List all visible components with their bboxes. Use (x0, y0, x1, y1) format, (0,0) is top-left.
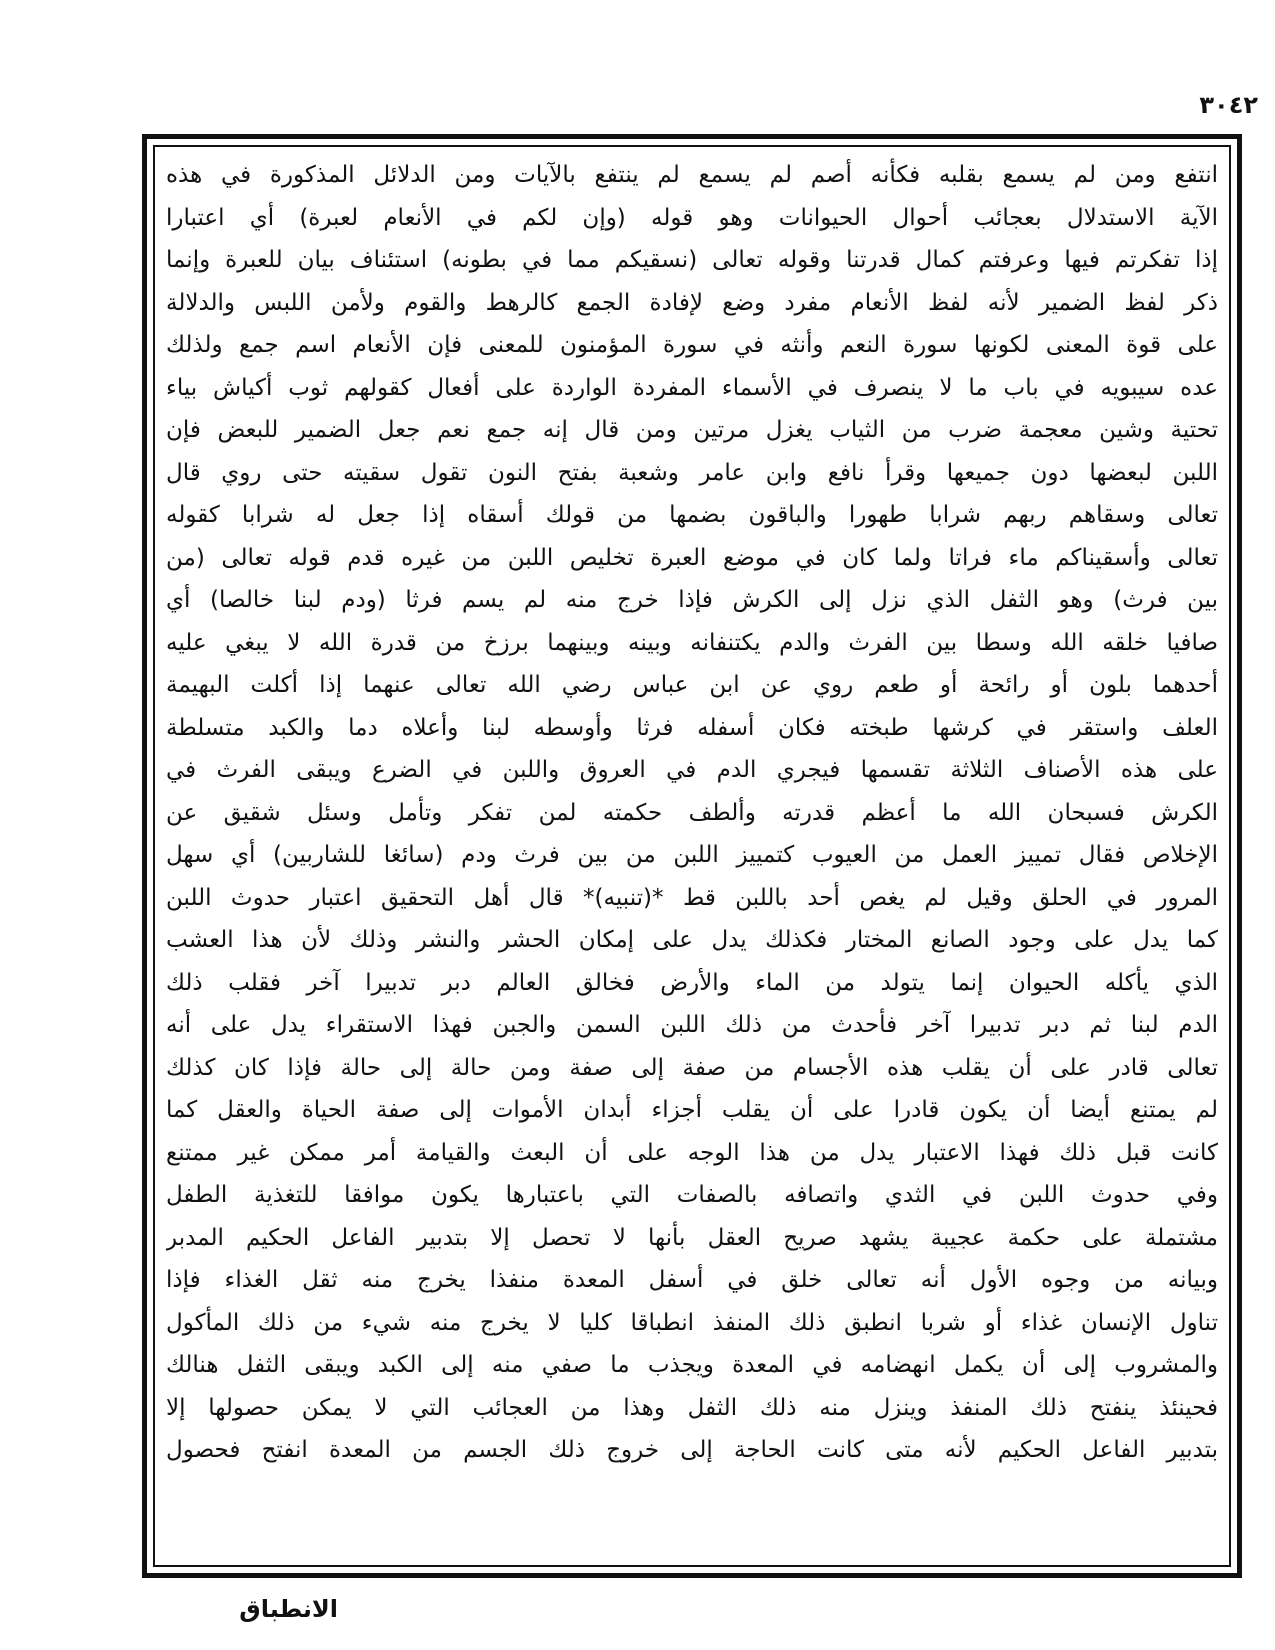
text-line: وفي حدوث اللبن في الثدي واتصافه بالصفات التي باعتبارها يكون موافقا للتغذية الطفل (166, 1182, 1218, 1208)
text-line: وبيانه من وجوه الأول أنه تعالى خلق في أسفل المعدة منفذا يخرج منه ثقل الغذاء فإذا (166, 1267, 1218, 1293)
text-line: مشتملة على حكمة عجيبة يشهد صريح العقل بأنها لا تحصل إلا بتدبير الفاعل الحكيم المدبر (166, 1224, 1218, 1251)
text-line: الإخلاص فقال تمييز العمل من العيوب كتمييز اللبن من بين فرث ودم (سائغا للشاربين) أي سهل (166, 842, 1218, 868)
text-line: عده سيبويه في باب ما لا ينصرف في الأسماء المفردة الواردة على أفعال كقولهم ثوب أكياش بياء (166, 374, 1218, 401)
catchword: الانطباق (239, 1595, 338, 1623)
text-line: على هذه الأصناف الثلاثة تقسمها فيجري الدم في العروق واللبن في الضرع ويبقى الفرث في (166, 757, 1218, 783)
text-line: كانت قبل ذلك فهذا الاعتبار يدل من هذا الوجه على أن البعث والقيامة أمر ممكن غير ممتنع (166, 1139, 1218, 1166)
text-line: تعالى وسقاهم ربهم شرابا طهورا والباقون بضمها من قولك أسقاه إذا جعل له شرابا كقوله (166, 502, 1218, 528)
text-line: لم يمتنع أيضا أن يكون قادرا على أن يقلب أجزاء أبدان الأموات إلى صفة الحياة والعقل كما (166, 1097, 1218, 1123)
text-line: ذكر لفظ الضمير لأنه لفظ الأنعام مفرد وضع لإفادة الجمع كالرهط والقوم ولأمن اللبس والدلالة (166, 289, 1218, 316)
text-line: انتفع ومن لم يسمع بقلبه فكأنه أصم لم يسمع لم ينتفع بالآيات ومن الدلائل المذكورة في هذه (166, 162, 1218, 188)
text-block (166, 154, 1218, 1559)
page-number: ٣٠٤٢ (1199, 91, 1258, 119)
text-line: اللبن لبعضها دون جميعها وقرأ نافع وابن عامر وشعبة بفتح النون تقول سقيته حتى روي قال (166, 459, 1218, 486)
text-line: الكرش فسبحان الله ما أعظم قدرته وألطف حكمته لمن تفكر وتأمل وسئل شقيق عن (166, 799, 1218, 826)
text-line: تحتية وشين معجمة ضرب من الثياب يغزل مرتين ومن قال إنه جمع نعم جعل الضمير للبعض فإن (166, 417, 1218, 443)
text-line: فحينئذ ينفتح ذلك المنفذ وينزل منه ذلك الثفل وهذا من العجائب التي لا يمكن حصولها إلا (166, 1394, 1218, 1421)
text-line: أحدهما بلون أو رائحة أو طعم روي عن ابن عباس رضي الله تعالى عنهما إذا أكلت البهيمة (166, 672, 1218, 698)
text-line: تعالى وأسقيناكم ماء فراتا ولما كان في موضع العبرة تخليص اللبن من غيره قدم قوله تعالى (من (166, 544, 1218, 571)
text-line: بتدبير الفاعل الحكيم لأنه متى كانت الحاجة إلى خروج ذلك الجسم من المعدة انفتح فحصول (166, 1437, 1218, 1463)
text-line: الذي يأكله الحيوان إنما يتولد من الماء والأرض فخالق العالم دبر تدبيرا آخر فقلب ذلك (166, 969, 1218, 996)
text-line: بين فرث) وهو الثفل الذي نزل إلى الكرش فإذا خرج منه لم يسم فرثا (ودم لبنا خالصا) أي (166, 587, 1218, 613)
text-line: صافيا خلقه الله وسطا بين الفرث والدم يكتنفانه وبينه وبينهما برزخ من قدرة الله لا يبغي عليه (166, 629, 1218, 656)
text-line: على قوة المعنى لكونها سورة النعم وأنثه في سورة المؤمنون للمعنى فإن الأنعام اسم جمع ولذلك (166, 332, 1218, 358)
text-line: المرور في الحلق وقيل لم يغص أحد باللبن قط *(تنبيه)* قال أهل التحقيق اعتبار حدوث اللبن (166, 884, 1218, 911)
text-line: تناول الإنسان غذاء أو شربا انطبق ذلك المنفذ انطباقا كليا لا يخرج منه شيء من ذلك المأكول (166, 1309, 1218, 1336)
text-line: والمشروب إلى أن يكمل انهضامه في المعدة ويجذب ما صفي منه إلى الكبد ويبقى الثفل هنالك (166, 1352, 1218, 1378)
text-line: الدم لبنا ثم دبر تدبيرا آخر فأحدث من ذلك اللبن السمن والجبن فهذا الاستقراء يدل على أنه (166, 1012, 1218, 1038)
text-line: كما يدل على وجود الصانع المختار فكذلك يدل على إمكان الحشر والنشر وذلك لأن هذا العشب (166, 927, 1218, 953)
text-line: الآية الاستدلال بعجائب أحوال الحيوانات وهو قوله (وإن لكم في الأنعام لعبرة) أي اعتبارا (166, 204, 1218, 231)
text-line: العلف واستقر في كرشها طبخته فكان أسفله فرثا وأوسطه لبنا وأعلاه دما والكبد متسلطة (166, 714, 1218, 741)
text-line: تعالى قادر على أن يقلب هذه الأجسام من صفة إلى صفة ومن حالة إلى حالة فإذا كان كذلك (166, 1054, 1218, 1081)
text-line: إذا تفكرتم فيها وعرفتم كمال قدرتنا وقوله تعالى (نسقيكم مما في بطونه) استئناف بيان للعبرة وإنما (166, 247, 1218, 273)
